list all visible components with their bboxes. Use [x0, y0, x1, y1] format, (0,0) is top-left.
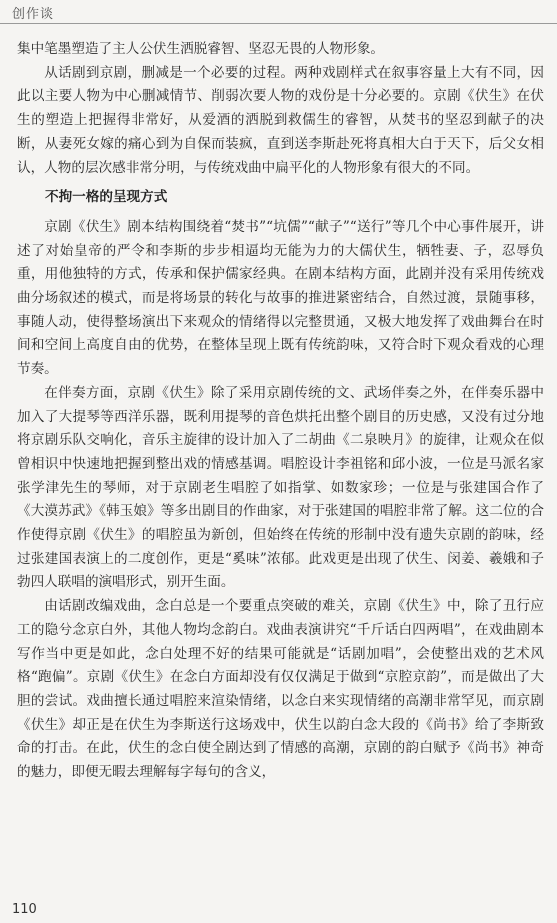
- paragraph: 集中笔墨塑造了主人公伏生洒脱睿智、坚忍无畏的人物形象。: [17, 41, 385, 57]
- page-number: 110: [12, 902, 37, 917]
- header-rule: [0, 23, 557, 24]
- paragraph: 在伴奏方面，京剧《伏生》除了采用京剧传统的文、武场伴奏之外，在伴奏乐器中加入了大提琴等西洋乐器，既利用提琴的音色烘托出整个剧目的历史感，又没有过分地将京剧乐队交响化，音乐主旋律的设计加入了二胡曲《二泉映月》的旋律，让观众在似曾相识中快速地把握到整出戏的情感基调。唱腔设计李祖铭和邱小波，一位是马派名家张学津先生的琴师，对于京剧老生唱腔了如指掌、如数家珍；一位是与张建国合作了《大漠苏武》《韩玉娘》等多出剧目的作曲家，对于张建国的唱腔非常了解。这二位的合作使得京剧《伏生》的唱腔虽为新创，但始终在传统的形制中没有遗失京剧的韵味，经过张建国表演上的二度创作，更是“奚味”浓郁。此戏更是出现了伏生、闵姜、羲娥和子勃四人联唱的演唱形式，别开生面。: [17, 384, 544, 591]
- page-header: [0, 0, 557, 24]
- section-heading: 不拘一格的呈现方式: [45, 189, 168, 206]
- article-body: [17, 38, 544, 785]
- running-header-title: 创作谈: [12, 7, 55, 22]
- paragraph: 由话剧改编戏曲，念白总是一个要重点突破的难关，京剧《伏生》中，除了丑行应工的隐兮念京白外，其他人物均念韵白。戏曲表演讲究“千斤话白四两唱”，在戏曲剧本写作当中更是如此，念白处理不好的结果可能就是“话剧加唱”，会使整出戏的艺术风格“跑偏”。京剧《伏生》在念白方面却没有仅仅满足于做到“京腔京韵”，而是做出了大胆的尝试。戏曲擅长通过唱腔来渲染情绪，以念白来实现情绪的高潮非常罕见，而京剧《伏生》却正是在伏生为李斯送行这场戏中，伏生以韵白念大段的《尚书》给了李斯致命的打击。在此，伏生的念白使全剧达到了情感的高潮，京剧的韵白赋予《尚书》神奇的魅力，即便无暇去理解每字每句的含义，: [17, 598, 544, 781]
- paragraph: 京剧《伏生》剧本结构围绕着“焚书”“坑儒”“献子”“送行”等几个中心事件展开，讲述了对始皇帝的严令和李斯的步步相逼均无能为力的大儒伏生，牺牲妻、子，忍辱负重，用他独特的方式，传承和保护儒家经典。在剧本结构方面，此剧并没有采用传统戏曲分场叙述的模式，而是将场景的转化与故事的推进紧密结合，自然过渡，景随事移，事随人动，使得整场演出下来观众的情绪得以完整贯通，又极大地发挥了戏曲舞台在时间和空间上高度自由的优势，在整体呈现上既有传统韵味，又符合时下观众看戏的心理节奏。: [17, 218, 544, 378]
- paragraph: 从话剧到京剧，删减是一个必要的过程。两种戏剧样式在叙事容量上大有不同，因此以主要人物为中心删减情节、削弱次要人物的戏份是十分必要的。京剧《伏生》在伏生的塑造上把握得非常好，从爱酒的洒脱到救儒生的睿智，从焚书的坚忍到献子的决断，从妻死女嫁的痛心到为自保而装疯，直到送李斯赴死将真相大白于天下，后父女相认，人物的层次感非常分明，与传统戏曲中扁平化的人物形象有很大的不同。: [17, 64, 544, 176]
